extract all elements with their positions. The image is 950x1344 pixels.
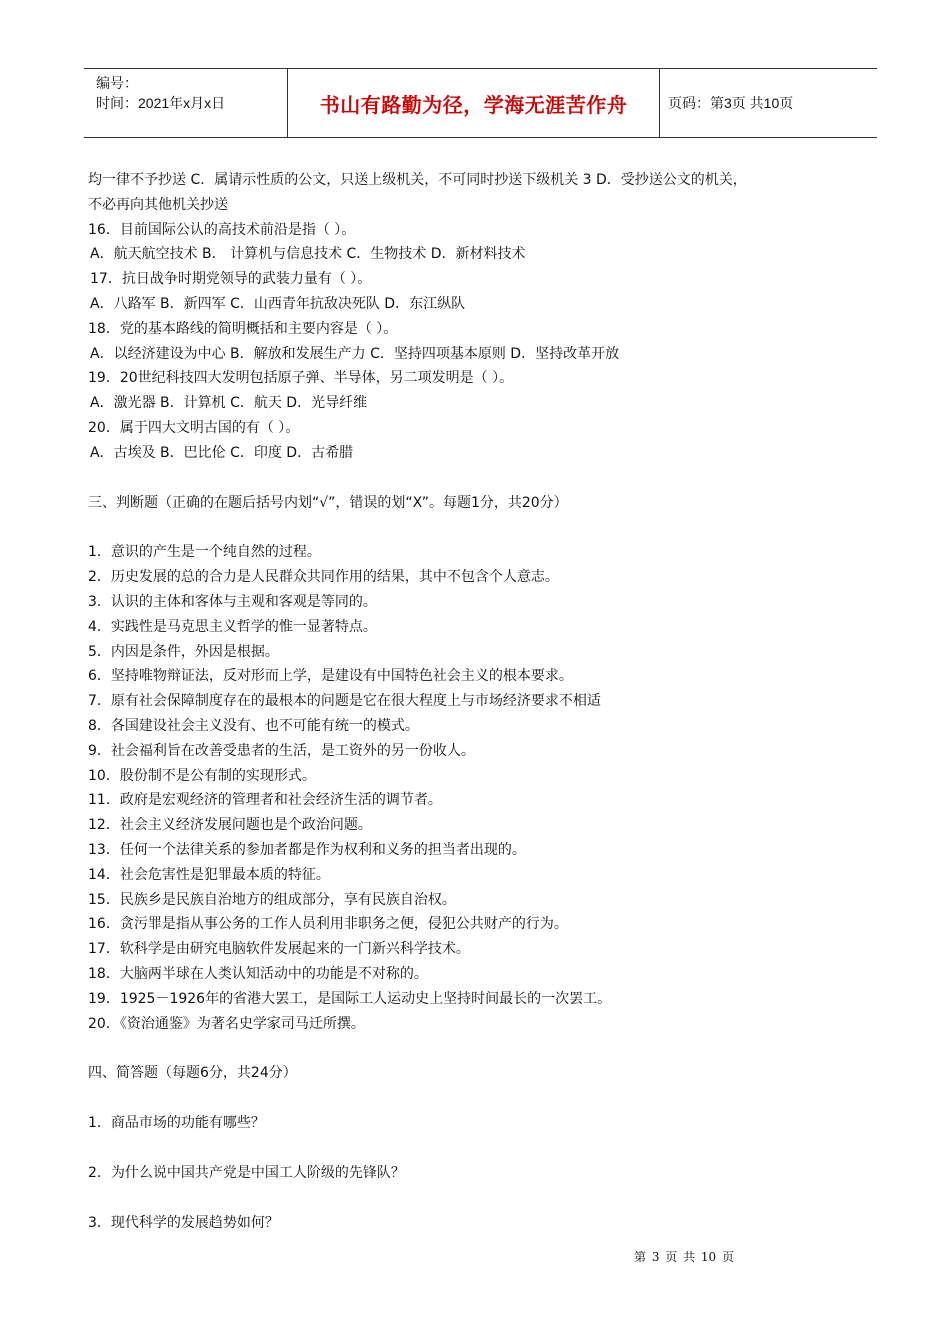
question-options: A．激光器 B．计算机 C．航天 D．光导纤维 [90, 395, 368, 412]
judgement-item: 5．内因是条件，外因是根据。 [88, 643, 279, 660]
document-body [88, 168, 878, 1235]
question-text: 20．属于四大文明古国的有（ ）。 [88, 419, 300, 436]
judgement-item: 4．实践性是马克思主义哲学的惟一显著特点。 [88, 618, 377, 635]
judgement-item: 10．股份制不是公有制的实现形式。 [88, 767, 316, 784]
judgement-item: 7．原有社会保障制度存在的最根本的问题是它在很大程度上与市场经济要求不相适 [88, 693, 601, 710]
question-options: A．航天航空技术 B． 计算机与信息技术 C．生物技术 D．新材料技术 [90, 246, 526, 263]
judgement-item: 1．意识的产生是一个纯自然的过程。 [88, 544, 321, 561]
judgement-item: 8．各国建设社会主义没有、也不可能有统一的模式。 [88, 717, 419, 734]
judgement-item: 3．认识的主体和客体与主观和客观是等同的。 [88, 593, 377, 610]
judgement-item: 6．坚持唯物辩证法，反对形而上学，是建设有中国特色社会主义的根本要求。 [88, 668, 573, 685]
judgement-item: 18．大脑两半球在人类认知活动中的功能是不对称的。 [88, 965, 428, 982]
judgement-item: 2．历史发展的总的合力是人民群众共同作用的结果，其中不包含个人意志。 [88, 569, 559, 586]
question-text: 18．党的基本路线的简明概括和主要内容是（ ）。 [88, 320, 398, 337]
judgement-item: 9．社会福利旨在改善受患者的生活，是工资外的另一份收人。 [88, 742, 475, 759]
time-label: 时间：2021年x月x日 [96, 95, 226, 111]
judgement-item: 20．《资治通鉴》为著名史学家司马迁所撰。 [88, 1015, 365, 1032]
judgement-item: 17．软科学是由研究电脑软件发展起来的一门新兴科学技术。 [88, 941, 470, 958]
short-answer-item: 3．现代科学的发展趋势如何？ [88, 1214, 279, 1231]
page-footer: 第 3 页 共 10 页 [634, 1250, 734, 1264]
judgement-item: 11．政府是宏观经济的管理者和社会经济生活的调节者。 [88, 792, 442, 809]
serial-label: 编号： [96, 75, 138, 91]
header-page-label: 页码：第3页 共10页 [668, 95, 794, 111]
question-options: A．八路军 B．新四军 C．山西青年抗敌决死队 D．东江纵队 [90, 295, 466, 312]
short-answer-item: 1．商品市场的功能有哪些？ [88, 1115, 265, 1132]
continuation-line: 均一律不予抄送 C．属请示性质的公文，只送上级机关，不可同时抄送下级机关 3 D．受抄送公文的机关， [88, 172, 747, 188]
judgement-item: 16．贪污罪是指从事公务的工作人员利用非职务之便，侵犯公共财产的行为。 [88, 916, 568, 933]
question-options: A．以经济建设为中心 B．解放和发展生产力 C．坚持四项基本原则 D．坚持改革开放 [90, 345, 620, 362]
question-text: 19．20世纪科技四大发明包括原子弹、半导体，另二项发明是（ ）。 [88, 370, 514, 387]
judgement-item: 15．民族乡是民族自治地方的组成部分，享有民族自治权。 [88, 891, 456, 908]
judgement-item: 12．社会主义经济发展问题也是个政治问题。 [88, 817, 372, 834]
header-motto: 书山有路勤为径，学海无涯苦作舟 [287, 69, 660, 137]
header-meta [84, 69, 287, 137]
judgement-item: 14．社会危害性是犯罪最本质的特征。 [88, 866, 330, 883]
section-title-short-answer: 四、简答题（每题6分，共24分） [88, 1065, 297, 1082]
continuation-line: 不必再向其他机关抄送 [88, 196, 228, 213]
judgement-item: 19．1925－1926年的省港大罢工，是国际工人运动史上坚持时间最长的一次罢工。 [88, 990, 612, 1007]
page-header [84, 68, 877, 138]
section-title-judgement: 三、判断题（正确的在题后括号内划“√”，错误的划“X”。每题1分，共20分） [88, 494, 568, 511]
question-text: 16．目前国际公认的高技术前沿是指（ ）。 [88, 221, 356, 238]
short-answer-item: 2．为什么说中国共产党是中国工人阶级的先锋队？ [88, 1164, 405, 1181]
question-options: A．古埃及 B．巴比伦 C．印度 D．古希腊 [90, 444, 354, 461]
question-text: 17．抗日战争时期党领导的武装力量有（ ）。 [90, 271, 372, 288]
judgement-item: 13．任何一个法律关系的参加者都是作为权利和义务的担当者出现的。 [88, 841, 526, 858]
